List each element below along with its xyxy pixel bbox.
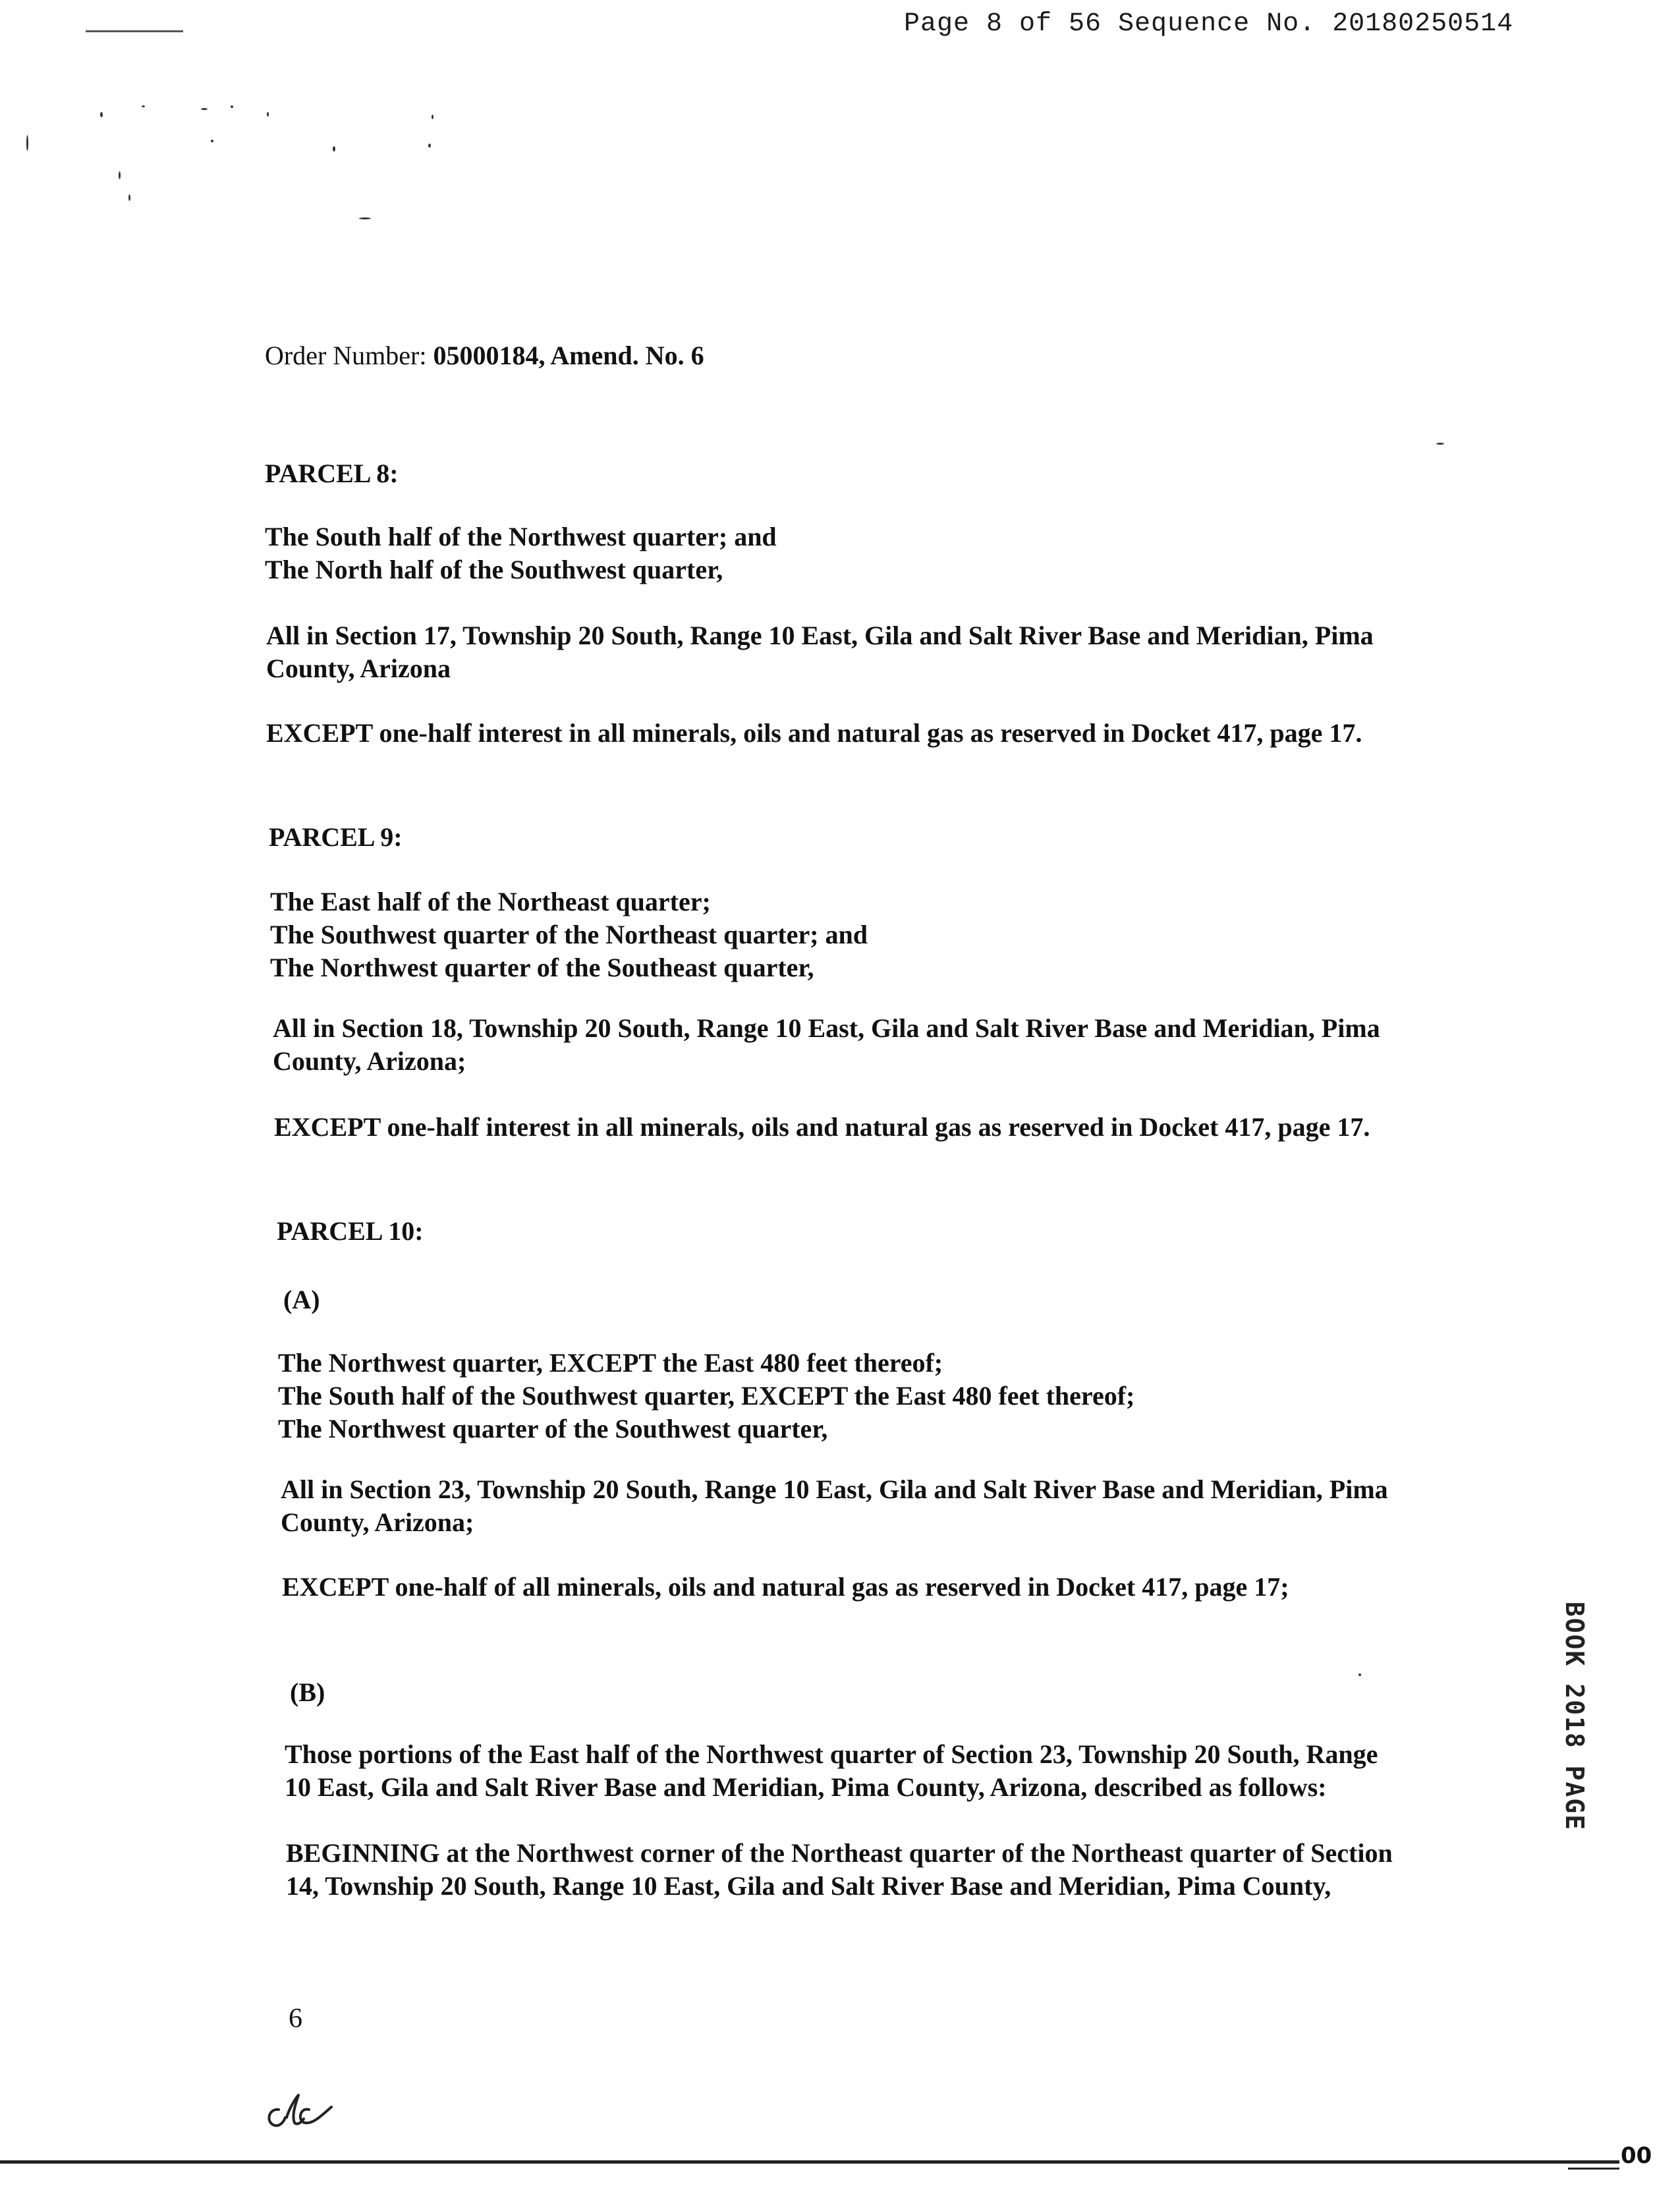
parcel-9-exception: EXCEPT one-half interest in all minerals, oils and natural gas as reserved in Docket 417, page 17. [274, 1112, 1370, 1142]
parcel-9-desc-line: The Southwest quarter of the Northeast quarter; and [270, 920, 868, 949]
parcel-10-b-beginning [286, 1837, 1393, 1903]
parcel-10-a-description [278, 1347, 1134, 1445]
parcel-9-location-line: County, Arizona; [273, 1046, 466, 1076]
parcel-10-b-description [285, 1738, 1378, 1804]
parcel-8-location-line: County, Arizona [266, 654, 451, 683]
parcel-10-b-beginning-line: BEGINNING at the Northwest corner of the Northeast quarter of the Northeast quarter of Section [286, 1838, 1393, 1868]
parcel-9-location-line: All in Section 18, Township 20 South, Range 10 East, Gila and Salt River Base and Meridian, Pima [273, 1013, 1380, 1043]
page-code: 00 [1621, 2143, 1652, 2169]
order-number-value: 05000184, Amend. No. 6 [433, 341, 704, 370]
parcel-9-desc-line: The Northwest quarter of the Southeast quarter, [270, 953, 814, 982]
bottom-rule-secondary [1568, 2168, 1619, 2170]
page-number: 6 [289, 2004, 302, 2034]
parcel-10-a-location [281, 1473, 1388, 1539]
parcel-8-description [265, 520, 777, 586]
parcel-10-a-location-line: All in Section 23, Township 20 South, Range 10 East, Gila and Salt River Base and Meridian, Pima [281, 1474, 1388, 1504]
parcel-8-heading: PARCEL 8: [265, 459, 399, 488]
parcel-10-b-beginning-line: 14, Township 20 South, Range 10 East, Gila and Salt River Base and Meridian, Pima County, [286, 1871, 1331, 1901]
parcel-9-desc-line: The East half of the Northeast quarter; [270, 887, 711, 916]
vertical-recording-stamp: BOOK 2018 PAGE [1560, 1601, 1590, 1832]
parcel-8-exception: EXCEPT one-half interest in all minerals, oils and natural gas as reserved in Docket 417, page 17. [266, 718, 1362, 748]
parcel-10-a-label: (A) [283, 1285, 320, 1314]
parcel-10-a-desc-line: The South half of the Southwest quarter, EXCEPT the East 480 feet thereof; [278, 1381, 1135, 1411]
handwritten-initials [260, 2069, 346, 2141]
parcel-9-description [270, 885, 868, 984]
parcel-10-b-desc-line: Those portions of the East half of the Northwest quarter of Section 23, Township 20 South, Range [285, 1739, 1378, 1769]
parcel-8-location [266, 619, 1374, 685]
order-number-line [265, 340, 704, 371]
parcel-10-heading: PARCEL 10: [277, 1216, 424, 1246]
top-rule [86, 30, 183, 32]
parcel-9-heading: PARCEL 9: [269, 822, 403, 852]
parcel-8-location-line: All in Section 17, Township 20 South, Range 10 East, Gila and Salt River Base and Meridian, Pima [266, 621, 1374, 650]
parcel-9-location [273, 1012, 1380, 1078]
parcel-8-desc-line: The North half of the Southwest quarter, [265, 555, 723, 584]
parcel-10-a-location-line: County, Arizona; [281, 1507, 474, 1537]
parcel-10-b-desc-line: 10 East, Gila and Salt River Base and Meridian, Pima County, Arizona, described as follows: [285, 1772, 1327, 1802]
bottom-rule [0, 2160, 1619, 2164]
parcel-10-a-desc-line: The Northwest quarter of the Southwest quarter, [278, 1414, 828, 1444]
order-number-label: Order Number: [265, 341, 427, 370]
page-sequence-header: Page 8 of 56 Sequence No. 20180250514 [904, 9, 1514, 39]
parcel-10-a-exception: EXCEPT one-half of all minerals, oils and natural gas as reserved in Docket 417, page 17; [282, 1572, 1289, 1602]
parcel-10-b-label: (B) [290, 1677, 325, 1707]
parcel-10-a-desc-line: The Northwest quarter, EXCEPT the East 480 feet thereof; [278, 1348, 943, 1378]
parcel-8-desc-line: The South half of the Northwest quarter; and [265, 522, 777, 551]
